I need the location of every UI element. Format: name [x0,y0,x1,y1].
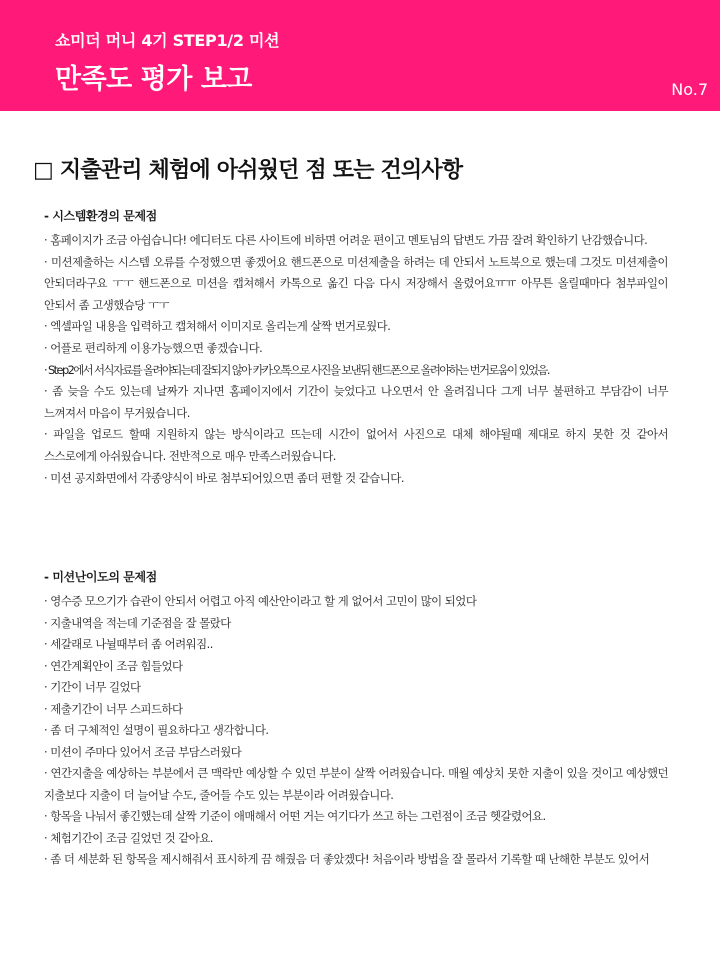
header-subtitle: 쇼미더 머니 4기 STEP1/2 미션 [55,31,280,50]
list-item: · 미션이 주마다 있어서 조금 부담스러웠다 [44,744,242,759]
list-item: · 좀 늦을 수도 있는데 날짜가 지나면 홈페이지에서 기간이 늦었다고 나오면서 안 올려집니다 그게 너무 불편하고 부담감이 너무 느껴져서 마음이 무거웠습니다. [44,384,668,420]
list-item: · 좀 더 세분화 된 항목을 제시해줘서 표시하게 끔 해줬음 더 좋았겠다! 처음이라 방법을 잘 몰라서 기록할 때 난해한 부분도 있어서 [44,852,650,866]
section-title: - 미션난이도의 문제점 [44,570,157,584]
list-item: · 홈페이지가 조금 아쉽습니다! 에디터도 다른 사이트에 비하면 어려운 편이고 멘토님의 답변도 가끔 잘려 확인하기 난감했습니다. [44,233,648,247]
list-item: · 제출기간이 너무 스피드하다 [44,701,183,716]
list-item: · 연간지출을 예상하는 부분에서 큰 맥락만 예상할 수 있던 부분이 살짝 어려웠습니다. 매월 예상치 못한 지출이 있을 것이고 예상했던 지출보다 지출이 더 늘어날 수도, 줄어들 수도 있는 부분이라 어려웠습니다. [44,766,668,802]
list-item: · 어플로 편리하게 이용가능했으면 좋겠습니다. [44,340,263,355]
list-item: · 세갈래로 나뉠때부터 좀 어려워짐.. [44,637,213,651]
list-item: · 파일을 업로드 할때 지원하지 않는 방식이라고 뜨는데 시간이 없어서 사진으로 대체 해야될때 제대로 하지 못한 것 같아서 스스로에게 아쉬웠습니다. 전반적으로 매우 만족스러웠습니다. [44,427,668,463]
list-item: · 항목을 나눠서 좋긴했는데 살짝 기준이 애매해서 어떤 거는 여기다가 쓰고 하는 그런점이 조금 헷갈렸어요. [44,809,546,823]
list-item: · 기간이 너무 길었다 [44,680,141,694]
list-item: · 영수증 모으기가 습관이 안되서 어렵고 아직 예산안이라고 할 게 없어서 고민이 많이 되었다 [44,594,477,608]
page-heading: □ 지출관리 체험에 아쉬웠던 점 또는 건의사항 [33,158,463,183]
page-header [0,0,720,111]
page-number: No.7 [671,80,708,99]
list-item: · 엑셀파일 내용을 입력하고 캡쳐해서 이미지로 올리는게 살짝 번거로웠다. [44,319,391,334]
section-title: - 시스템환경의 문제점 [44,209,157,223]
list-item: · 연간계획안이 조금 힘들었다 [44,658,183,673]
header-title: 만족도 평가 보고 [55,64,252,95]
list-item: · Step2에서 서식자료를 올려야되는데 잘되지 않아 카카오톡으로 사진을 보낸뒤 핸드폰으로 올려야하는 번거로움이 있었음. [44,362,549,377]
list-item: · 미션제출하는 시스템 오류를 수정했으면 좋겠어요 핸드폰으로 미션제출을 하려는 데 안되서 노트북으로 했는데 그것도 미션제출이 안되더라구요 ㅜㅜ 핸드폰으로 미션을 캡쳐해서 카톡으로 옮긴 다음 다시 저장해서 올렸어요ㅠㅠ 아무튼 올릴때마다 첨부파일이 안되서 좀 고생했슴당 ㅜㅜ [44,254,668,312]
list-item: · 지출내역을 적는데 기준점을 잘 몰랐다 [44,615,231,630]
list-item: · 미션 공지화면에서 각종양식이 바로 첨부되어있으면 좀더 편할 것 같습니다. [44,470,404,485]
section-system-environment [44,206,668,489]
list-item: · 체험기간이 조금 길었던 것 같아요. [44,830,213,845]
list-item: · 좀 더 구체적인 설명이 필요하다고 생각합니다. [44,723,269,737]
section-mission-difficulty [44,567,668,871]
